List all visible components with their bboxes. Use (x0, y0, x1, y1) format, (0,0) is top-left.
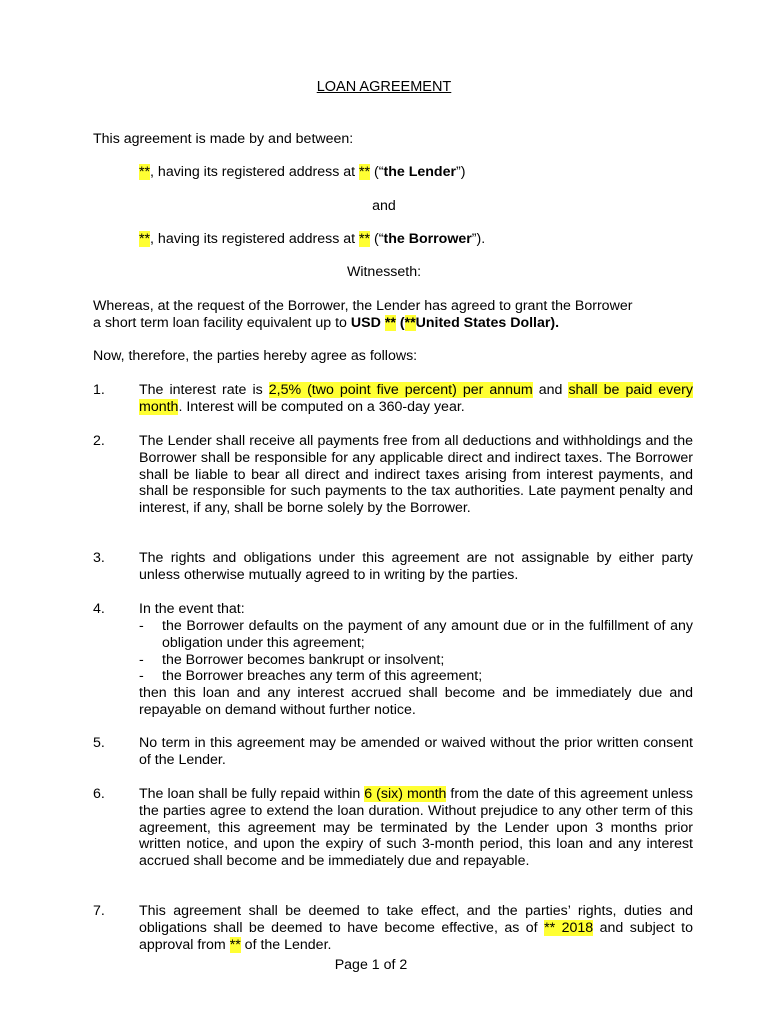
witnesseth-heading: Witnesseth: (346, 264, 422, 280)
clause-7-text: This agreement shall be deemed to take effect, and the parties’ rights, duties and obligations shall be deemed to have become effective, as of ** 2018 and subject to approval from ** of the Lender. (139, 903, 694, 953)
approver-placeholder: ** (229, 936, 241, 953)
lender-role: the Lender (383, 164, 457, 180)
clause-4-bullet-1: the Borrower defaults on the payment of any amount due or in the fulfillment of any obligation under this agreement; (162, 618, 693, 651)
now-therefore-text: Now, therefore, the parties hereby agree as follows: (93, 348, 418, 364)
clause-4-bullet-3: the Borrower breaches any term of this agreement; (162, 668, 483, 684)
clause-number: 3. (93, 550, 105, 566)
lender-address-placeholder: ** (359, 164, 371, 180)
lender-party: **, having its registered address at ** (“the Lender”) (139, 164, 466, 180)
borrower-address-placeholder: ** (359, 231, 371, 247)
borrower-name-placeholder: ** (139, 231, 151, 247)
loan-currency: USD (350, 315, 381, 331)
clause-number: 4. (93, 601, 105, 617)
borrower-party: **, having its registered address at ** (“the Borrower”). (139, 231, 486, 247)
clause-number: 6. (93, 786, 105, 802)
clause-4-closing: then this loan and any interest accrued shall become and be immediately due and repayable on demand without further notice. (139, 685, 693, 718)
bullet-mark: - (139, 652, 144, 668)
and-connector: and (372, 198, 396, 214)
repayment-term-highlight: 6 (six) month (364, 786, 447, 802)
lender-name-placeholder: ** (139, 164, 151, 180)
bullet-mark: - (139, 618, 144, 634)
bullet-mark: - (139, 668, 144, 684)
clause-4-lead: In the event that: (139, 601, 245, 617)
payment-frequency-highlight: shall be paid every month (139, 382, 693, 415)
clause-number: 7. (93, 903, 105, 919)
intro-text: This agreement is made by and between: (93, 131, 354, 147)
document-title: LOAN AGREEMENT (316, 79, 452, 95)
loan-amount-placeholder: ** (384, 315, 396, 331)
page-number-footer: Page 1 of 2 (334, 957, 408, 973)
clause-4-bullet-2: the Borrower becomes bankrupt or insolvent; (162, 652, 445, 668)
clause-3-text: The rights and obligations under this agreement are not assignable by either party unless otherwise mutually agreed to in writing by the parties. (139, 550, 693, 583)
loan-amount-words-placeholder: ** (404, 315, 416, 331)
clause-1-text: The interest rate is 2,5% (two point five percent) per annum and shall be paid every month. Interest will be computed on a 360-day year. (139, 382, 693, 415)
clause-number: 2. (93, 433, 105, 449)
effective-date-placeholder: ** 2018 (544, 919, 594, 936)
clause-5-text: No term in this agreement may be amended or waived without the prior written consent of the Lender. (139, 735, 693, 768)
borrower-role: the Borrower (383, 231, 472, 247)
clause-number: 1. (93, 382, 105, 398)
whereas-line-2: a short term loan facility equivalent up to USD ** (**United States Dollar). (93, 315, 560, 331)
interest-rate-highlight: 2,5% (two point five percent) per annum (268, 382, 533, 398)
clause-2-text: The Lender shall receive all payments free from all deductions and withholdings and the Borrower shall be responsible for any applicable direct and indirect taxes. The Borrower shall be liable to bear all direct and indirect taxes arising from interest payments, and shall be responsible for such payments to the tax authorities. Late payment penalty and interest, if any, shall be borne solely by the Borrower. (139, 433, 693, 517)
clause-number: 5. (93, 735, 105, 751)
clause-6-text: The loan shall be fully repaid within 6 (six) month from the date of this agreement unless the parties agree to extend the loan duration. Without prejudice to any other term of this agreement, this agreement may be terminated by the Lender upon 3 months prior written notice, and upon the expiry of such 3-month period, this loan and any interest accrued shall become and be immediately due and repayable. (139, 786, 693, 870)
whereas-line-1: Whereas, at the request of the Borrower, the Lender has agreed to grant the Borrower (93, 298, 633, 314)
